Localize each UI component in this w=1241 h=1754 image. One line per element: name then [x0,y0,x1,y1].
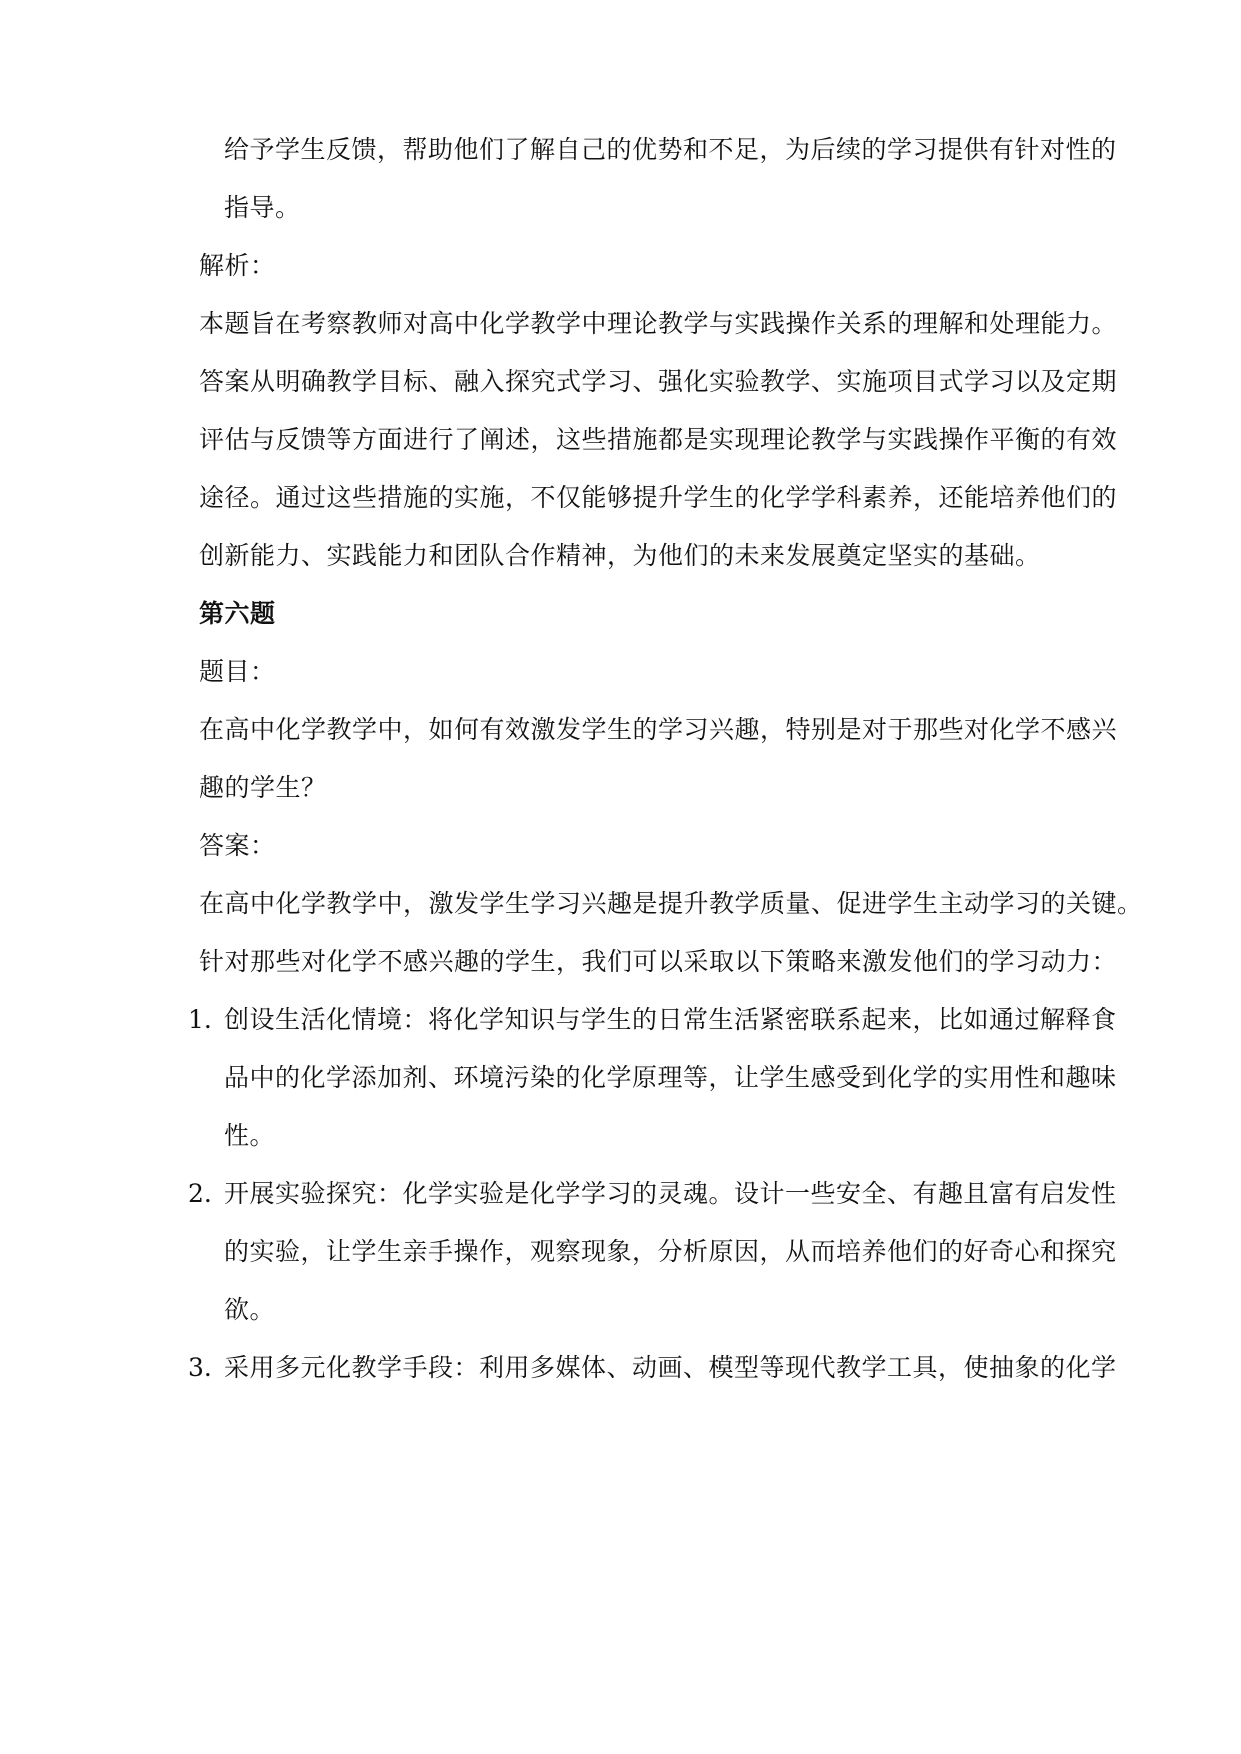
text-line: 途径。通过这些措施的实施，不仅能够提升学生的化学学科素养，还能培养他们的 [199,483,1118,512]
question-label: 题目： [199,657,276,686]
text-line: 评估与反馈等方面进行了阐述，这些措施都是实现理论教学与实践操作平衡的有效 [199,425,1118,454]
text-line: 在高中化学教学中，如何有效激发学生的学习兴趣，特别是对于那些对化学不感兴 [199,715,1118,744]
text-line: 的实验，让学生亲手操作，观察现象，分析原因，从而培养他们的好奇心和探究 [224,1237,1117,1266]
text-line: 在高中化学教学中，激发学生学习兴趣是提升教学质量、促进学生主动学习的关键。 [199,889,1143,918]
analysis-label: 解析： [199,251,276,280]
text-line: 针对那些对化学不感兴趣的学生，我们可以采取以下策略来激发他们的学习动力： [199,947,1118,976]
text-line: 给予学生反馈，帮助他们了解自己的优势和不足，为后续的学习提供有针对性的 [224,135,1117,164]
text-line: 性。 [224,1121,276,1150]
text-line: 本题旨在考察教师对高中化学教学中理论教学与实践操作关系的理解和处理能力。 [199,309,1118,338]
text-line: 开展实验探究：化学实验是化学学习的灵魂。设计一些安全、有趣且富有启发性 [224,1179,1117,1208]
list-number: 3. [188,1353,212,1382]
text-line: 答案从明确教学目标、融入探究式学习、强化实验教学、实施项目式学习以及定期 [199,367,1118,396]
text-line: 创设生活化情境：将化学知识与学生的日常生活紧密联系起来，比如通过解释食 [224,1005,1117,1034]
section-heading: 第六题 [199,599,276,628]
text-line: 采用多元化教学手段：利用多媒体、动画、模型等现代教学工具，使抽象的化学 [224,1353,1117,1382]
text-line: 指导。 [224,193,301,222]
text-line: 趣的学生？ [199,773,327,802]
text-line: 欲。 [224,1295,276,1324]
answer-label: 答案： [199,831,276,860]
list-number: 1. [188,1005,212,1034]
list-number: 2. [188,1179,212,1208]
text-line: 创新能力、实践能力和团队合作精神，为他们的未来发展奠定坚实的基础。 [199,541,1041,570]
text-line: 品中的化学添加剂、环境污染的化学原理等，让学生感受到化学的实用性和趣味 [224,1063,1117,1092]
